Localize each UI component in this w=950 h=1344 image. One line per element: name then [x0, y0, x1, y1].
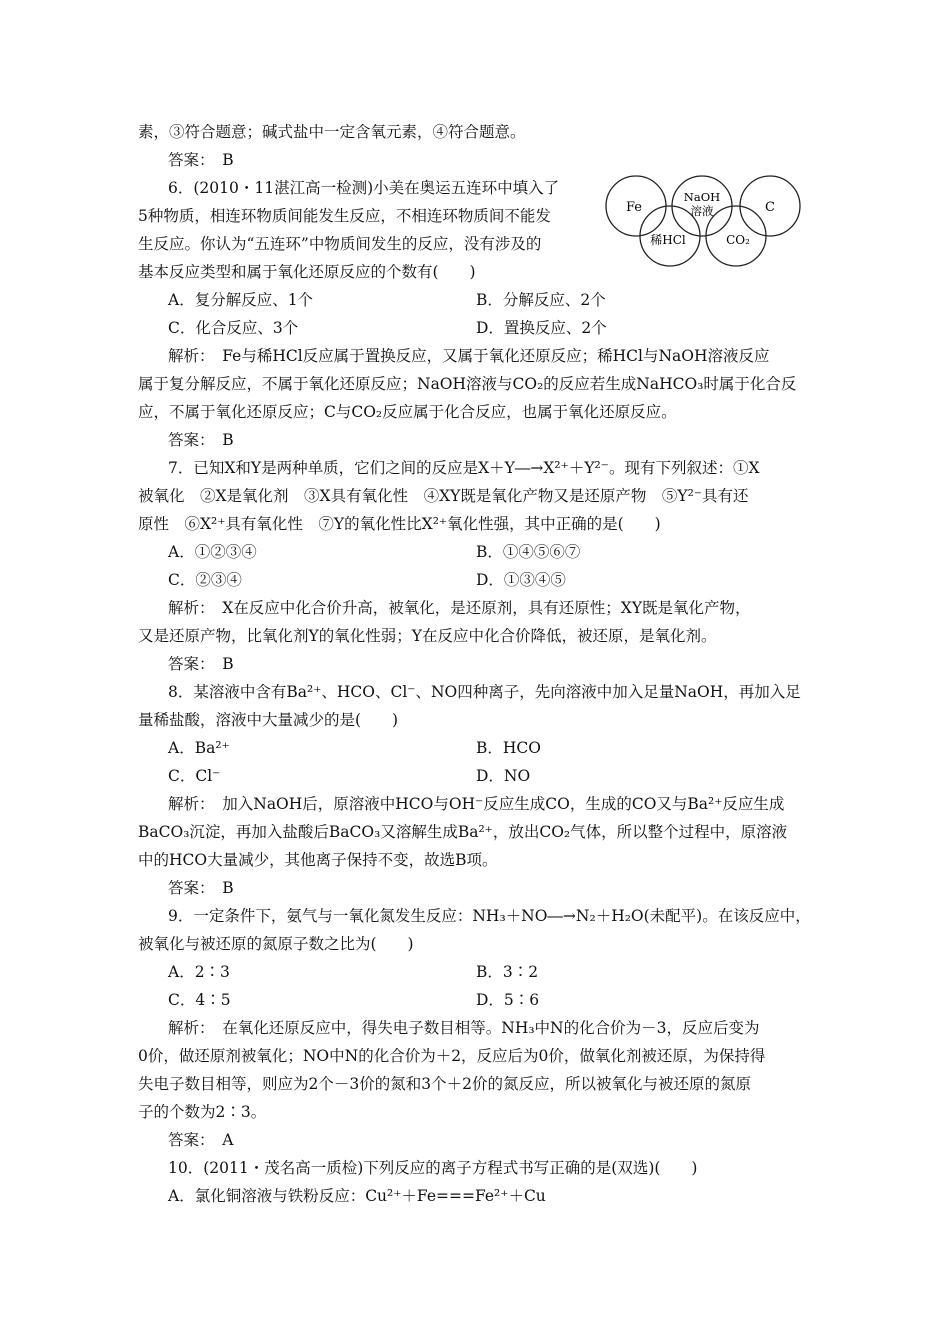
question-8-stem: 8．某溶液中含有Ba²⁺、HCO、Cl⁻、NO四种离子，先向溶液中加入足量NaOH，再加入足: [168, 683, 801, 701]
option-d: D．5∶6: [476, 991, 540, 1009]
question-7-stem: 被氧化 ②X是氧化剂 ③X具有氧化性 ④XY既是氧化产物又是还原产物 ⑤Y²⁻具有还: [138, 487, 749, 505]
option-c: C．②③④: [168, 571, 242, 589]
olympic-rings-diagram: [604, 176, 804, 268]
analysis-line: 0价，做还原剂被氧化；NO中N的化合价为＋2，反应后为0价，做氧化剂被还原，为保持得: [138, 1047, 766, 1065]
analysis-line: 失电子数目相等，则应为2个－3价的氮和3个＋2价的氮反应，所以被氧化与被还原的氮原: [138, 1075, 751, 1093]
question-9-stem: 被氧化与被还原的氮原子数之比为( ): [138, 935, 414, 953]
ring-label-naoh: NaOH: [683, 190, 721, 204]
question-6-stem: 生反应。你认为“五连环”中物质间发生的反应，没有涉及的: [138, 235, 542, 253]
answer-line: 答案： B: [168, 879, 234, 897]
question-6-stem: 基本反应类型和属于氧化还原反应的个数有( ): [138, 263, 476, 281]
option-a: A．2∶3: [168, 963, 230, 981]
analysis-line: 解析： 加入NaOH后，原溶液中HCO与OH⁻反应生成CO，生成的CO又与Ba²⁺反应生成: [168, 795, 785, 813]
option-b: B．分解反应、2个: [476, 291, 606, 309]
analysis-line: 属于复分解反应，不属于氧化还原反应；NaOH溶液与CO₂的反应若生成NaHCO₃时属于化合反: [138, 375, 797, 393]
option-d: D．NO: [476, 767, 531, 785]
option-b: B．HCO: [476, 739, 541, 757]
question-6-stem: 6．(2010・11湛江高一检测)小美在奥运五连环中填入了: [168, 179, 560, 197]
option-c: C．Cl⁻: [168, 767, 221, 785]
question-7-stem: 7．已知X和Y是两种单质，它们之间的反应是X＋Y―→X²⁺＋Y²⁻。现有下列叙述：①X: [168, 459, 760, 477]
option-c: C．4∶5: [168, 991, 231, 1009]
rings-svg: [604, 176, 804, 268]
analysis-line: 解析： Fe与稀HCl反应属于置换反应，又属于氧化还原反应；稀HCl与NaOH溶液反应: [168, 347, 770, 365]
option-b: B．①④⑤⑥⑦: [476, 543, 581, 561]
question-10-stem: 10．(2011・茂名高一质检)下列反应的离子方程式书写正确的是(双选)( ): [168, 1159, 698, 1177]
ring-label-fe: Fe: [625, 200, 643, 215]
option-d: D．置换反应、2个: [476, 319, 607, 337]
ring-label-c: C: [765, 200, 775, 215]
analysis-line: 解析： X在反应中化合价升高，被氧化，是还原剂，具有还原性；XY既是氧化产物，: [168, 599, 751, 617]
question-7-stem: 原性 ⑥X²⁺具有氧化性 ⑦Y的氧化性比X²⁺氧化性强，其中正确的是( ): [138, 515, 661, 533]
ring-label-solution: 溶液: [690, 204, 714, 218]
ring-label-co2: CO₂: [726, 233, 750, 247]
answer-line: 答案： B: [168, 431, 234, 449]
option-d: D．①③④⑤: [476, 571, 566, 589]
ring-label-hcl: 稀HCl: [650, 233, 686, 247]
analysis-line: BaCO₃沉淀，再加入盐酸后BaCO₃又溶解生成Ba²⁺，放出CO₂气体，所以整个过程中，原溶液: [138, 823, 788, 841]
option-a: A．Ba²⁺: [168, 739, 230, 757]
option-a: A．氯化铜溶液与铁粉反应：Cu²⁺＋Fe===Fe²⁺＋Cu: [168, 1187, 546, 1205]
option-b: B．3∶2: [476, 963, 539, 981]
option-a: A．复分解反应、1个: [168, 291, 314, 309]
analysis-line: 中的HCO大量减少，其他离子保持不变，故选B项。: [138, 851, 498, 869]
question-9-stem: 9．一定条件下，氨气与一氧化氮发生反应：NH₃＋NO―→N₂＋H₂O(未配平)。在该反应中，: [168, 907, 811, 925]
option-c: C．化合反应、3个: [168, 319, 299, 337]
text-line: 素，③符合题意；碱式盐中一定含氧元素，④符合题意。: [138, 123, 526, 141]
question-8-stem: 量稀盐酸，溶液中大量减少的是( ): [138, 711, 399, 729]
answer-line: 答案： B: [168, 655, 234, 673]
analysis-line: 子的个数为2∶3。: [138, 1103, 267, 1121]
option-a: A．①②③④: [168, 543, 257, 561]
answer-line: 答案： A: [168, 1131, 234, 1149]
analysis-line: 应，不属于氧化还原反应；C与CO₂反应属于化合反应，也属于氧化还原反应。: [138, 403, 677, 421]
answer-line: 答案： B: [168, 151, 234, 169]
analysis-line: 解析： 在氧化还原反应中，得失电子数目相等。NH₃中N的化合价为－3，反应后变为: [168, 1019, 760, 1037]
analysis-line: 又是还原产物，比氧化剂Y的氧化性弱；Y在反应中化合价降低，被还原，是氧化剂。: [138, 627, 717, 645]
question-6-stem: 5种物质，相连环物质间能发生反应，不相连环物质间不能发: [138, 207, 551, 225]
